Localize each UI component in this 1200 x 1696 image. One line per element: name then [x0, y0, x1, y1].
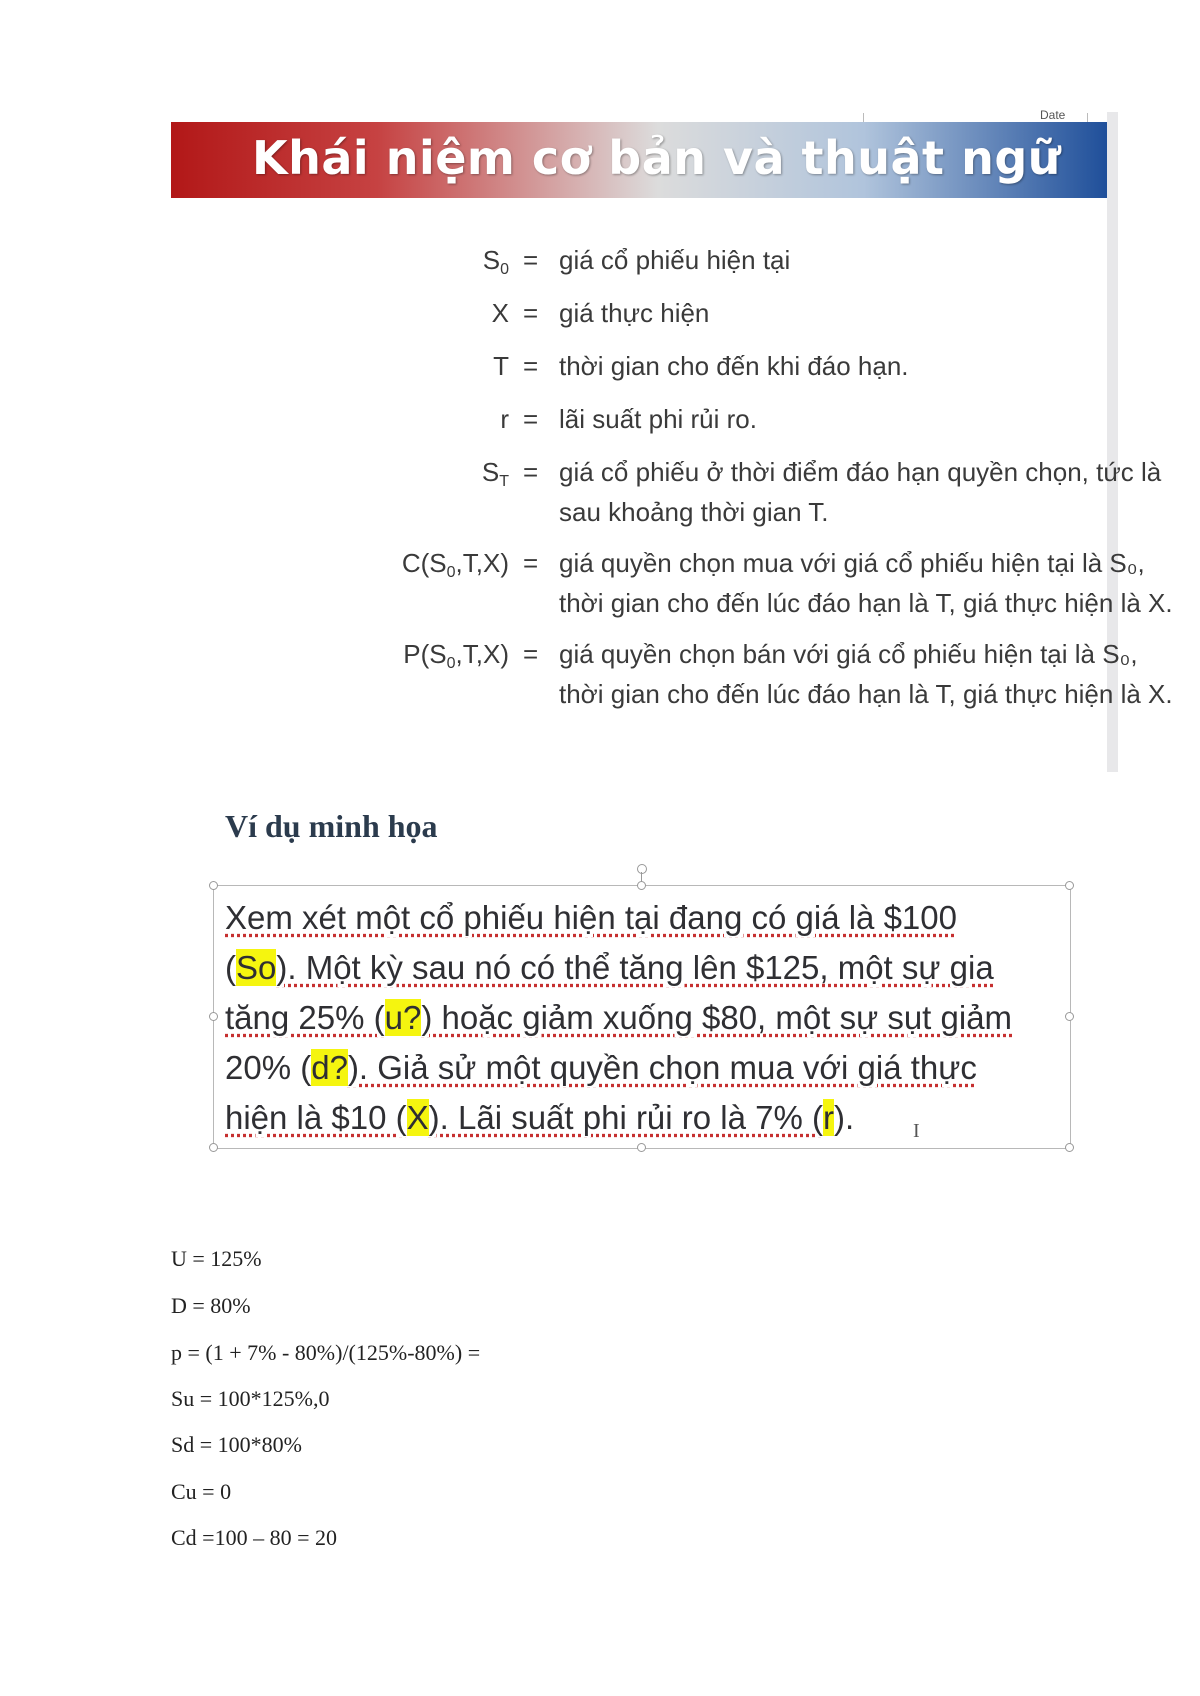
resize-handle-bottom-right[interactable] — [1065, 1143, 1074, 1152]
example-line: Xem xét một cổ phiếu hiện tại đang có giá là $100 — [225, 899, 957, 936]
definition-symbol: X — [491, 298, 509, 328]
definition-symbol: $C(S_0,T,X)$ — [401, 548, 509, 581]
definition-symbol: $S_T$ — [481, 457, 509, 490]
calc-line-sd: Sd = 100*80% — [171, 1432, 302, 1457]
slide-date-label: Date — [1040, 108, 1066, 122]
resize-handle-top-right[interactable] — [1065, 881, 1074, 890]
highlight-r: r — [823, 1099, 834, 1136]
calc-line-cd: Cd =100 – 80 = 20 — [171, 1525, 337, 1550]
rotate-handle[interactable] — [637, 864, 647, 874]
resize-handle-top-left[interactable] — [209, 881, 218, 890]
example-line: 20% (d?). Giả sử một quyền chọn mua với giá thực — [225, 1049, 977, 1086]
resize-handle-left[interactable] — [209, 1012, 218, 1021]
example-line: hiện là $10 (X). Lãi suất phi rủi ro là 7% (r). — [225, 1099, 855, 1136]
highlight-u: u? — [384, 999, 422, 1036]
definition-symbol: r — [500, 404, 509, 434]
definition-text: giá quyền chọn bán với giá cổ phiếu hiện tại là S₀, thời gian cho đến lúc đáo hạn là T, giá thực hiện là X. — [559, 639, 1173, 709]
resize-handle-right[interactable] — [1065, 1012, 1074, 1021]
calc-line-su: Su = 100*125%,0 — [171, 1386, 330, 1411]
highlight-x: X — [406, 1099, 429, 1136]
example-line: (So). Một kỳ sau nó có thể tăng lên $125, một sự gia — [225, 949, 994, 986]
definition-text: lãi suất phi rủi ro. — [559, 404, 757, 434]
example-heading: Ví dụ minh họa — [225, 808, 438, 844]
definition-text: giá cổ phiếu hiện tại — [559, 245, 791, 275]
slide-title: Khái niệm cơ bản và thuật ngữ — [252, 131, 1061, 185]
calc-line-p: p = (1 + 7% - 80%)/(125%-80%) = — [171, 1340, 481, 1365]
resize-handle-bottom-left[interactable] — [209, 1143, 218, 1152]
equals-sign: = — [523, 404, 539, 434]
highlight-so: So — [236, 949, 277, 986]
equals-sign: = — [523, 457, 539, 487]
definition-text: giá thực hiện — [559, 298, 710, 328]
equals-sign: = — [523, 548, 539, 578]
definition-text: thời gian cho đến khi đáo hạn. — [559, 351, 909, 381]
definition-symbol: T — [493, 351, 509, 381]
equals-sign: = — [523, 351, 539, 381]
resize-handle-bottom[interactable] — [637, 1143, 646, 1152]
definition-text: giá cổ phiếu ở thời điểm đáo hạn quyền chọn, tức là sau khoảng thời gian T. — [559, 457, 1162, 527]
calc-line-d: D = 80% — [171, 1293, 251, 1318]
highlight-d: d? — [311, 1049, 348, 1086]
calc-line-cu: Cu = 0 — [171, 1479, 232, 1504]
example-line: tăng 25% (u?) hoặc giảm xuống $80, một sự sụt giảm — [225, 999, 1013, 1036]
equals-sign: = — [523, 245, 539, 275]
definition-symbol: $S_0$ — [482, 245, 509, 278]
equals-sign: = — [523, 639, 539, 669]
resize-handle-top[interactable] — [637, 881, 646, 890]
equals-sign: = — [523, 298, 539, 328]
calc-line-u: U = 125% — [171, 1246, 262, 1271]
text-cursor-icon: I — [913, 1120, 920, 1142]
definition-text: giá quyền chọn mua với giá cổ phiếu hiện tại là S₀, thời gian cho đến lúc đáo hạn là T, giá thực hiện là X. — [559, 548, 1173, 618]
definition-symbol: $P(S_0,T,X)$ — [403, 639, 509, 672]
